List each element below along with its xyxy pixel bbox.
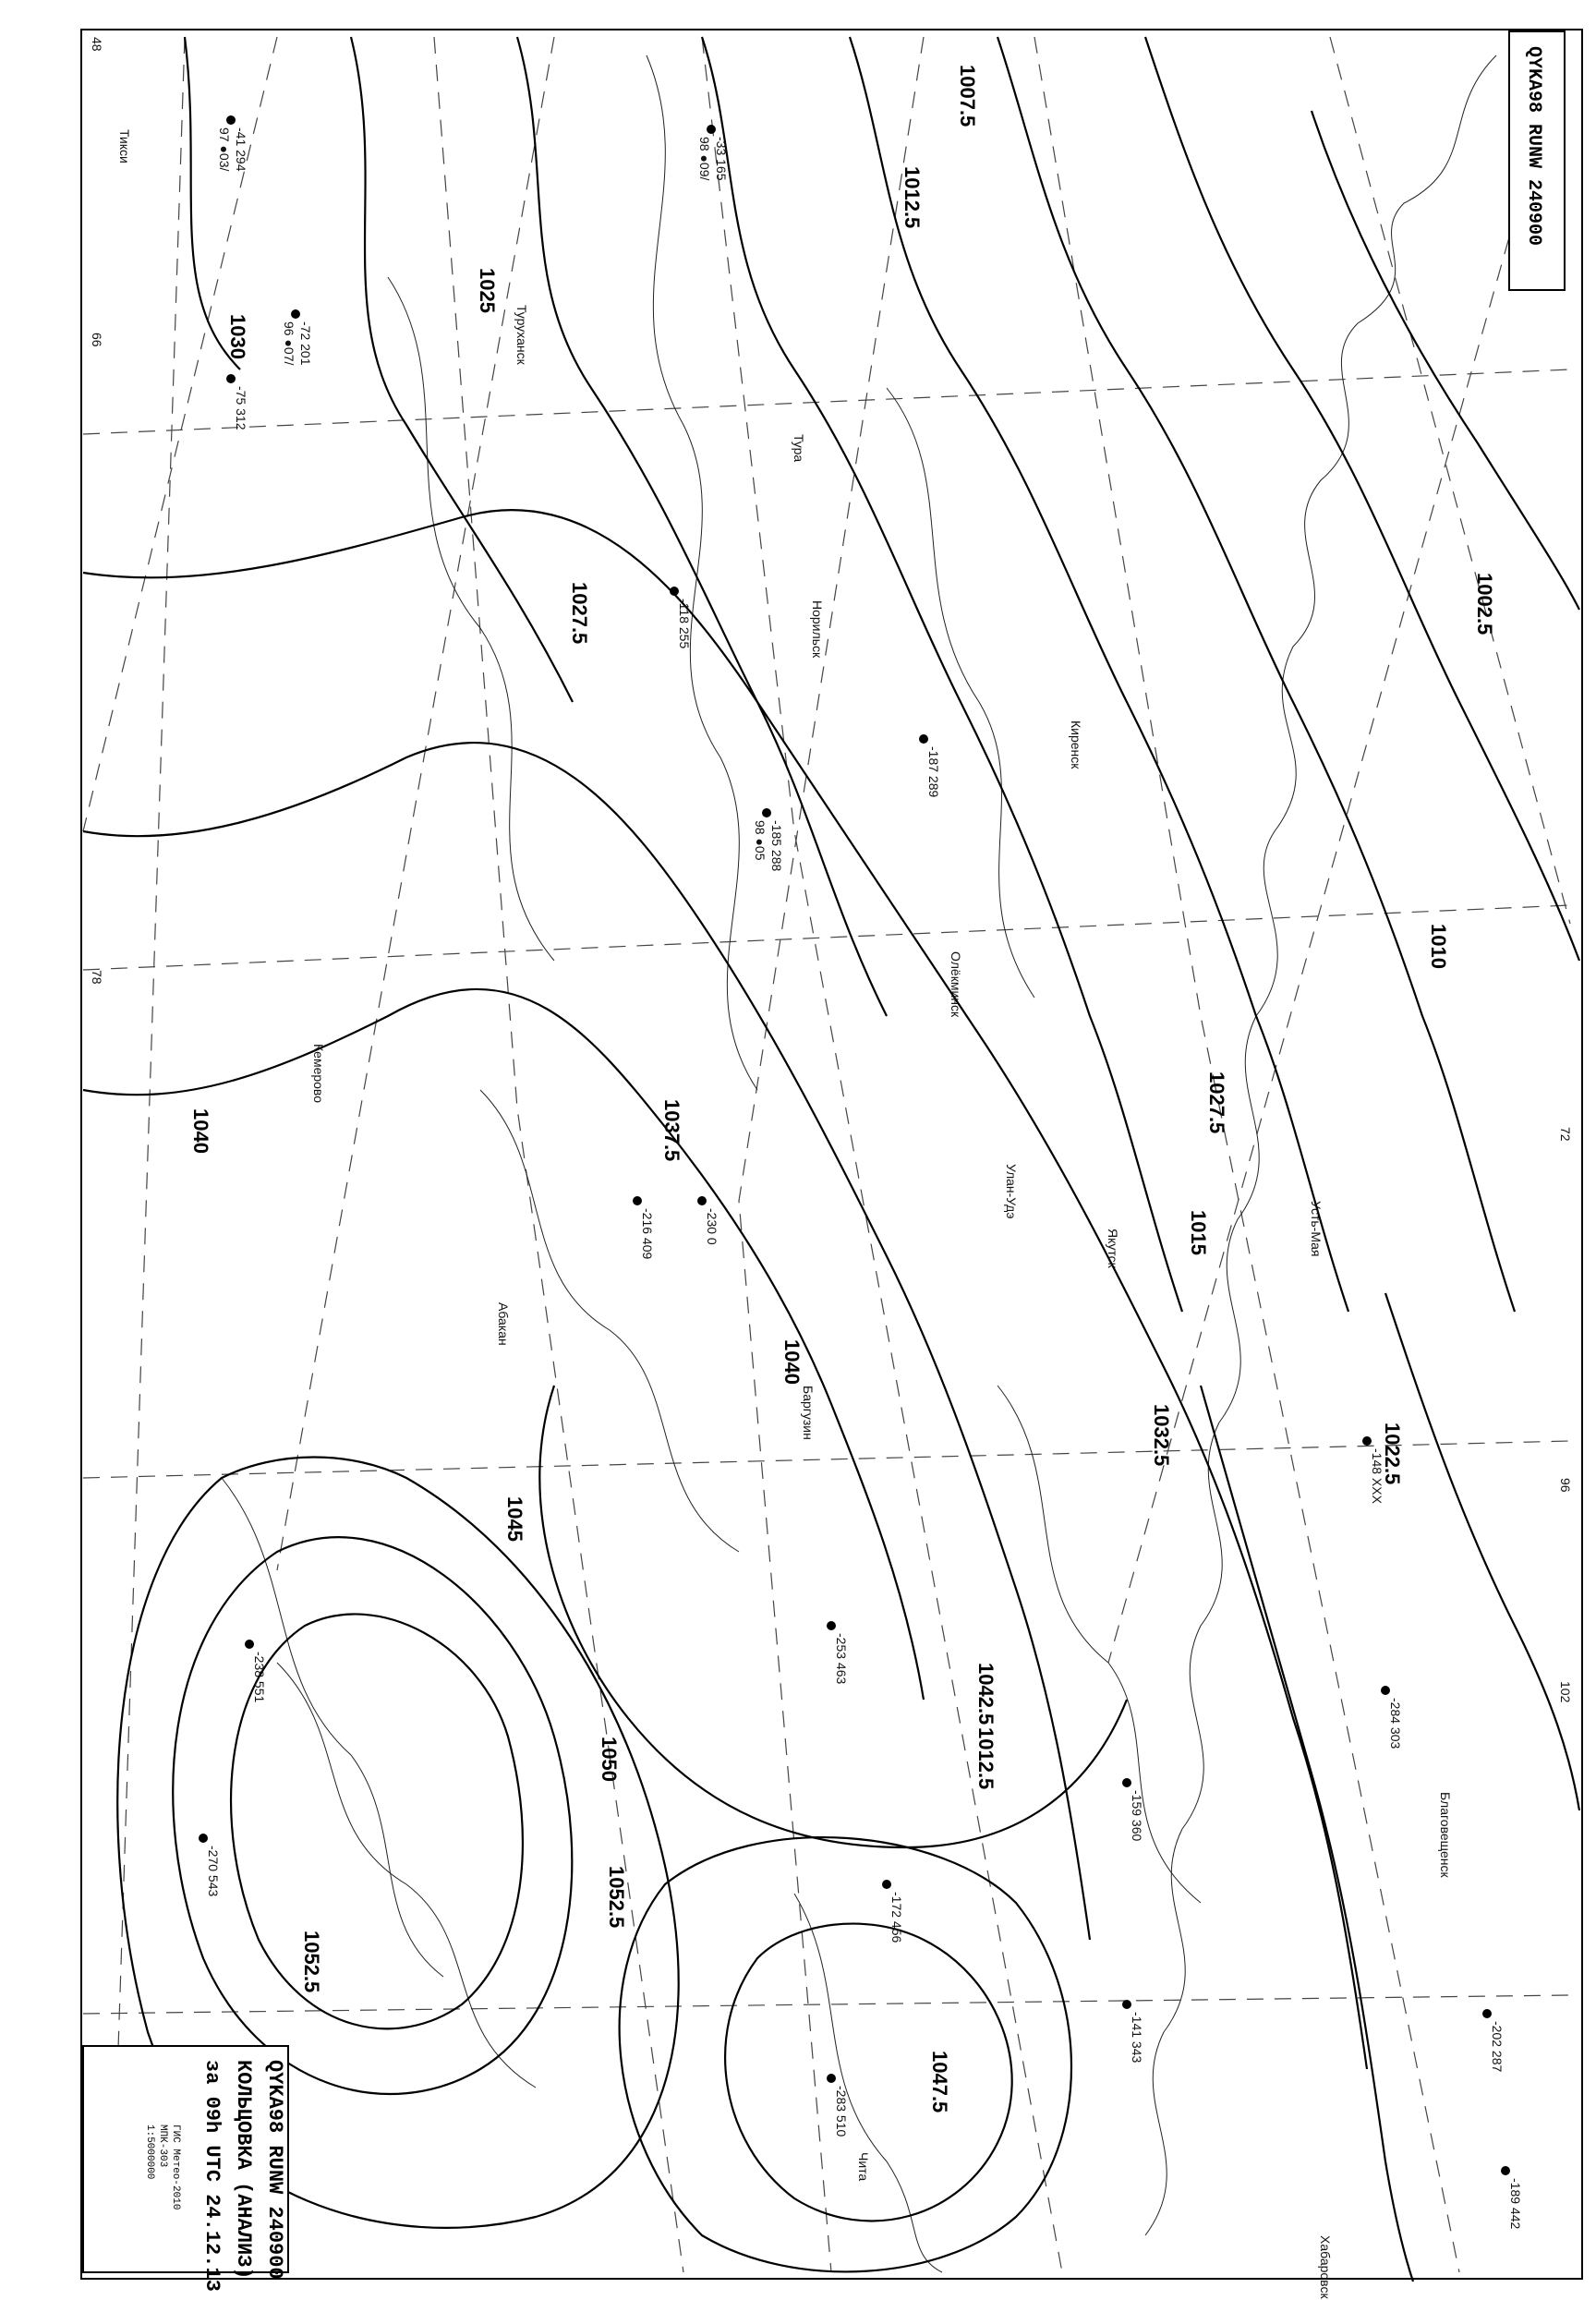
place-name: Кемерово: [311, 1044, 326, 1103]
station-text: -189 442: [1508, 2178, 1523, 2230]
station-text: -253 463: [834, 1633, 849, 1685]
station: [1482, 2009, 1505, 2072]
station-text: -148 XXX: [1370, 1448, 1384, 1504]
isobar-label: 1040: [189, 1108, 212, 1154]
place-name: Туруханск: [514, 305, 529, 365]
station-dot: [226, 374, 236, 383]
station: [1122, 2000, 1144, 2063]
place-name: Баргузин: [801, 1386, 816, 1440]
header-strip: [1509, 31, 1565, 290]
station: [919, 734, 941, 797]
title-line5: МПК-303: [157, 2124, 168, 2168]
station-text: -72 201: [298, 321, 313, 366]
title-line4: ГИС Метео-2010: [170, 2124, 181, 2210]
station: [882, 1880, 904, 1943]
station: [199, 1834, 221, 1896]
station-text: -118 255: [677, 599, 692, 649]
isobar-label: 1030: [226, 314, 249, 359]
station: [245, 1640, 267, 1702]
station-text: 96 ●07/: [282, 321, 296, 366]
station-dot: [199, 1834, 208, 1843]
station: [827, 1621, 849, 1684]
station-text: -141 343: [1130, 2012, 1144, 2064]
isobar-label: 1012.5: [974, 1727, 998, 1790]
place-name: Якутск: [1106, 1229, 1120, 1268]
station-text: -283 510: [834, 2086, 849, 2137]
place-name: Олёкминск: [949, 951, 963, 1018]
station-dot: [1482, 2009, 1492, 2018]
lon-label: 96: [1558, 1478, 1573, 1493]
station-dot: [245, 1640, 254, 1649]
isobar-label: 1012.5: [901, 166, 924, 229]
place-name: Усть-Мая: [1309, 1201, 1324, 1257]
station-dot: [707, 125, 716, 134]
station-text: -270 543: [206, 1846, 221, 1897]
station-text: -238 551: [252, 1652, 267, 1703]
lon-label: 66: [90, 333, 104, 347]
station-text: -75 312: [234, 386, 248, 430]
station-dot: [1362, 1436, 1372, 1446]
header-code: QYKA98 RUNW 240900: [1523, 46, 1544, 247]
station-text: -41 294: [234, 127, 248, 172]
station-text: -185 288: [769, 820, 784, 872]
station: [226, 374, 248, 430]
station-dot: [226, 115, 236, 125]
title-line2: КОЛЬЦОВКА (АНАЛИЗ): [232, 2060, 255, 2280]
station: [217, 115, 248, 172]
station: [697, 1196, 719, 1245]
place-name: Хабаровск: [1318, 2235, 1333, 2299]
station-dot: [697, 1196, 707, 1205]
isobar-label: 1040: [780, 1339, 804, 1385]
title-line3: за 09h UTC 24.12.13: [200, 2060, 224, 2292]
place-name: Чита: [856, 2152, 871, 2182]
isobar-label: 1007.5: [956, 65, 979, 127]
place-name: Абакан: [496, 1302, 511, 1346]
lon-label: 78: [90, 970, 104, 985]
isobar-label: 1045: [503, 1496, 526, 1542]
station: [753, 808, 784, 871]
lon-label: 72: [1558, 1127, 1573, 1142]
station-dot: [827, 1621, 836, 1630]
station-dot: [762, 808, 771, 817]
station-dot: [919, 734, 928, 744]
station: [1501, 2166, 1523, 2229]
isobar-label: 1025: [476, 268, 499, 313]
isobar-label: 1032.5: [1150, 1404, 1173, 1467]
isobar-label: 1015: [1187, 1210, 1210, 1255]
station-dot: [1381, 1686, 1390, 1695]
station-text: -172 456: [889, 1892, 904, 1943]
place-name: Норильск: [810, 600, 825, 659]
isobar-label-layer: [189, 65, 1496, 2112]
station-dot: [1122, 1778, 1131, 1787]
place-name: Благовещенск: [1438, 1792, 1453, 1878]
station: [282, 309, 313, 366]
place-name: Киренск: [1069, 720, 1083, 769]
station-text: 97 ●03/: [217, 127, 232, 172]
title-line6: 1:5000000: [144, 2124, 155, 2180]
station-dot: [1122, 2000, 1131, 2009]
station-dot: [670, 587, 679, 596]
station-dot: [633, 1196, 642, 1205]
place-name: Тикси: [117, 129, 132, 163]
station: [670, 587, 692, 648]
isobar-label: 1002.5: [1473, 573, 1496, 636]
station-text: -284 303: [1388, 1698, 1403, 1749]
grid-lon-labels: [90, 37, 1573, 1703]
isobar-label: 1027.5: [1205, 1071, 1228, 1134]
isobar-label: 1050: [598, 1737, 621, 1782]
isobar-label: 1010: [1427, 924, 1450, 969]
station-text: -187 289: [926, 746, 941, 798]
station-dot: [291, 309, 300, 319]
station-dot: [827, 2074, 836, 2083]
isobar-label: 1022.5: [1381, 1422, 1404, 1485]
station-dot: [1501, 2166, 1510, 2175]
place-name: Тура: [792, 434, 806, 463]
station-text: -33 165: [714, 137, 729, 181]
isobar-label: 1037.5: [660, 1099, 683, 1162]
isobar-label: 1042.5: [974, 1663, 998, 1725]
station-text: -202 287: [1490, 2021, 1505, 2073]
isobar-label: 1047.5: [928, 2051, 951, 2113]
station-text: -159 360: [1130, 1790, 1144, 1842]
isobar-label: 1027.5: [568, 582, 591, 645]
isobar-label: 1052.5: [605, 1866, 628, 1929]
station-text: -230 0: [705, 1208, 719, 1245]
station-text: 98 ●09/: [697, 137, 712, 181]
lon-label: 48: [90, 37, 104, 52]
place-name: Улан-Удэ: [1004, 1164, 1019, 1219]
isobar-label: 1052.5: [300, 1931, 323, 1993]
station: [633, 1196, 655, 1259]
lon-label: 102: [1558, 1681, 1573, 1703]
station-text: 98 ●05: [753, 820, 768, 861]
station-dot: [882, 1880, 891, 1889]
title-block: [83, 2046, 288, 2292]
title-line1: QYKA98 RUNW 240900: [263, 2060, 286, 2280]
station-text: -216 409: [640, 1208, 655, 1260]
station: [827, 2074, 849, 2137]
station: [1381, 1686, 1403, 1749]
